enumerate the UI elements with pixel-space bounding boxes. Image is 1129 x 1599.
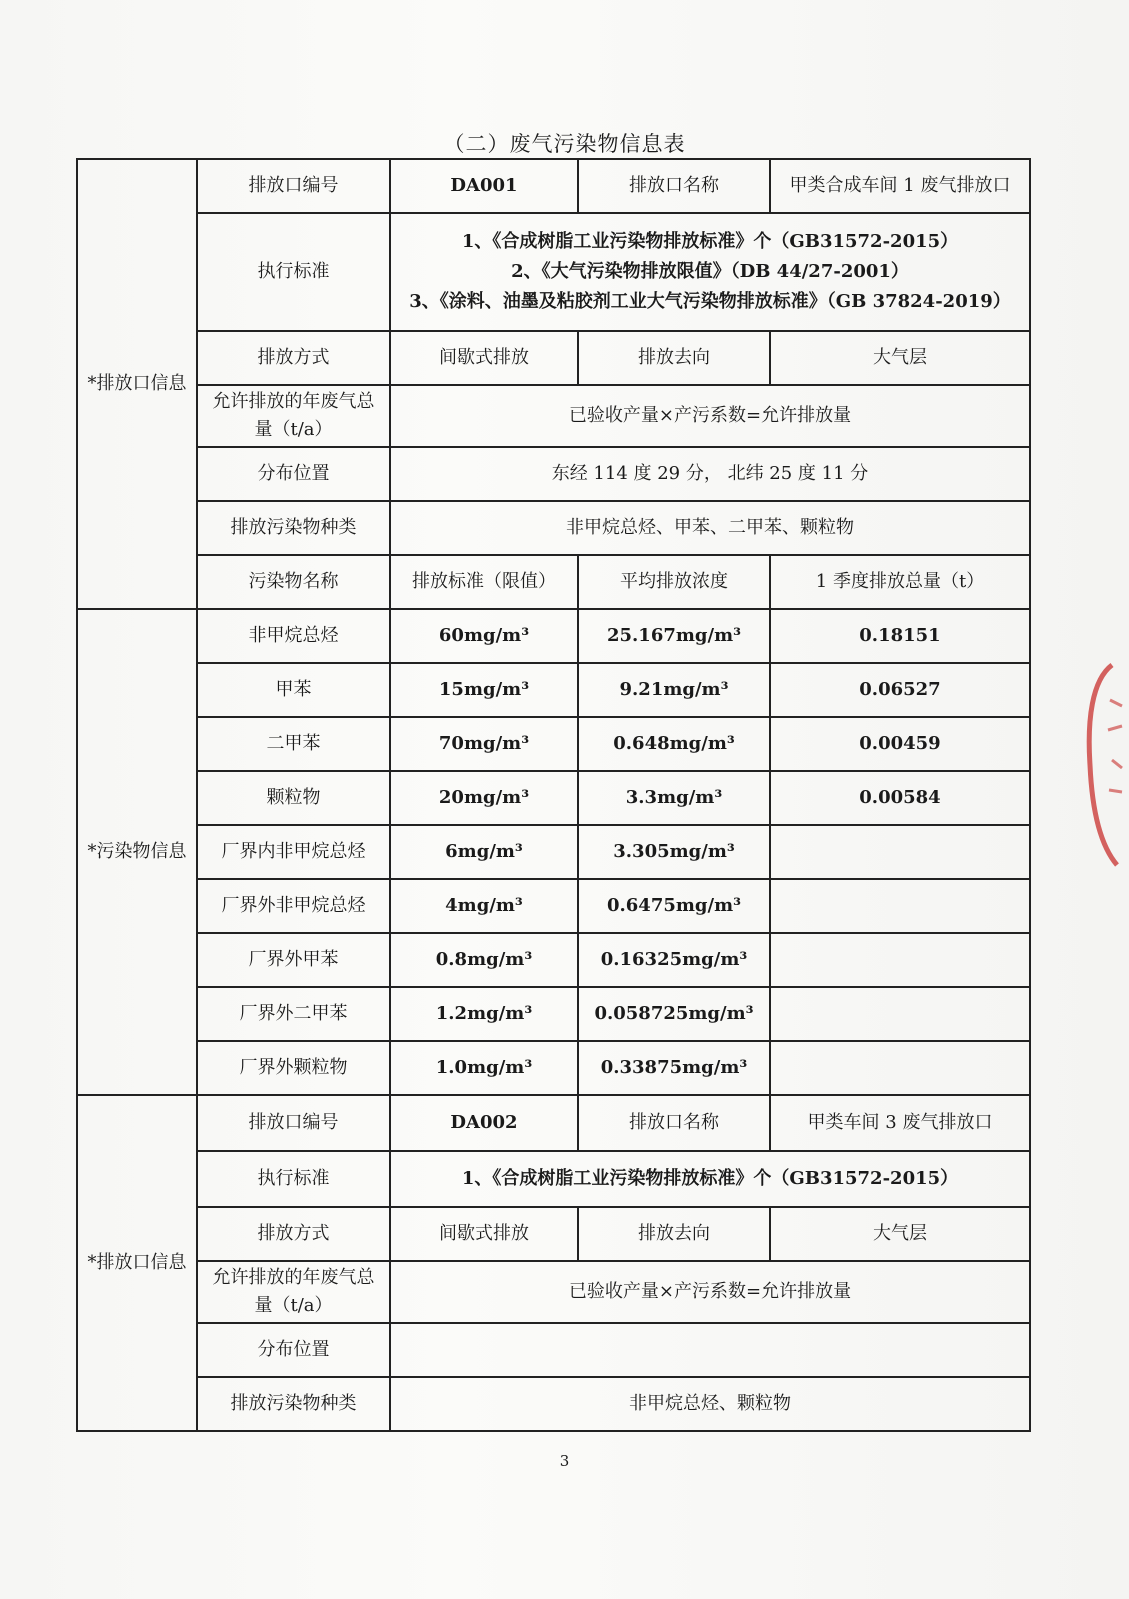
outlet-name-value: 甲类合成车间 1 废气排放口 — [770, 159, 1030, 213]
direction-label: 排放去向 — [578, 331, 770, 385]
table-row — [77, 663, 1030, 717]
table-row — [77, 213, 1030, 331]
table-row — [77, 987, 1030, 1041]
pollutant-name: 二甲苯 — [197, 717, 390, 771]
pollutant-name: 甲苯 — [197, 663, 390, 717]
pollutant-total: 0.00459 — [770, 717, 1030, 771]
pollutant-limit: 6mg/m³ — [390, 825, 578, 879]
standard-item: 1、《合成树脂工业污染物排放标准》个（GB31572-2015） — [390, 1151, 1030, 1207]
table-row — [77, 879, 1030, 933]
pollutant-types-value: 非甲烷总烃、甲苯、二甲苯、颗粒物 — [390, 501, 1030, 555]
column-header: 平均排放浓度 — [578, 555, 770, 609]
section-label-outlet1: *排放口信息 — [77, 159, 197, 609]
pollutant-average: 0.058725mg/m³ — [578, 987, 770, 1041]
pollutant-types-value: 非甲烷总烃、颗粒物 — [390, 1377, 1030, 1431]
direction-value: 大气层 — [770, 331, 1030, 385]
allowed-total-value: 已验收产量×产污系数=允许排放量 — [390, 1261, 1030, 1323]
pollutant-total: 0.06527 — [770, 663, 1030, 717]
table-row — [77, 1207, 1030, 1261]
table-row — [77, 933, 1030, 987]
location-value — [390, 1323, 1030, 1377]
page-number: 3 — [559, 1452, 570, 1470]
method-label: 排放方式 — [197, 331, 390, 385]
outlet-name-value: 甲类车间 3 废气排放口 — [770, 1095, 1030, 1151]
location-label: 分布位置 — [197, 447, 390, 501]
table-row — [77, 771, 1030, 825]
pollutant-name: 厂界外甲苯 — [197, 933, 390, 987]
table-row — [77, 1261, 1030, 1323]
section-label-outlet2: *排放口信息 — [77, 1095, 197, 1431]
standard-item: 2、《大气污染物排放限值》（DB 44/27-2001） — [511, 261, 909, 283]
table-row — [77, 1377, 1030, 1431]
table-row — [77, 501, 1030, 555]
direction-label: 排放去向 — [578, 1207, 770, 1261]
table-row — [77, 331, 1030, 385]
pollutant-average: 25.167mg/m³ — [578, 609, 770, 663]
column-header: 排放标准（限值） — [390, 555, 578, 609]
pollutant-limit: 0.8mg/m³ — [390, 933, 578, 987]
pollutant-limit: 60mg/m³ — [390, 609, 578, 663]
pollutant-limit: 15mg/m³ — [390, 663, 578, 717]
outlet-code-label: 排放口编号 — [197, 1095, 390, 1151]
location-label: 分布位置 — [197, 1323, 390, 1377]
standard-label: 执行标准 — [197, 1151, 390, 1207]
pollutant-types-label: 排放污染物种类 — [197, 501, 390, 555]
exhaust-pollutant-table — [76, 158, 1031, 1432]
pollutant-name: 厂界内非甲烷总烃 — [197, 825, 390, 879]
pollutant-total — [770, 1041, 1030, 1095]
pollutant-average: 9.21mg/m³ — [578, 663, 770, 717]
method-label: 排放方式 — [197, 1207, 390, 1261]
outlet-code-value: DA001 — [390, 159, 578, 213]
table-header-row — [77, 555, 1030, 609]
pollutant-limit: 4mg/m³ — [390, 879, 578, 933]
pollutant-average: 0.16325mg/m³ — [578, 933, 770, 987]
column-header: 污染物名称 — [197, 555, 390, 609]
table-row — [77, 1095, 1030, 1151]
section-label-pollutants: *污染物信息 — [77, 609, 197, 1095]
allowed-total-label: 允许排放的年废气总量（t/a） — [197, 385, 390, 447]
pollutant-average: 0.6475mg/m³ — [578, 879, 770, 933]
pollutant-name: 厂界外二甲苯 — [197, 987, 390, 1041]
outlet-code-value: DA002 — [390, 1095, 578, 1151]
pollutant-limit: 1.0mg/m³ — [390, 1041, 578, 1095]
pollutant-name: 厂界外颗粒物 — [197, 1041, 390, 1095]
table-row — [77, 609, 1030, 663]
pollutant-total — [770, 987, 1030, 1041]
column-header: 1 季度排放总量（t） — [770, 555, 1030, 609]
allowed-total-label: 允许排放的年废气总量（t/a） — [197, 1261, 390, 1323]
red-seal-stamp-edge — [1082, 660, 1129, 870]
pollutant-name: 非甲烷总烃 — [197, 609, 390, 663]
outlet-name-label: 排放口名称 — [578, 1095, 770, 1151]
pollutant-limit: 1.2mg/m³ — [390, 987, 578, 1041]
pollutant-average: 0.648mg/m³ — [578, 717, 770, 771]
direction-value: 大气层 — [770, 1207, 1030, 1261]
pollutant-total — [770, 879, 1030, 933]
pollutant-types-label: 排放污染物种类 — [197, 1377, 390, 1431]
pollutant-limit: 20mg/m³ — [390, 771, 578, 825]
table-row — [77, 717, 1030, 771]
table-row — [77, 1151, 1030, 1207]
pollutant-total — [770, 825, 1030, 879]
table-row — [77, 159, 1030, 213]
standard-item: 1、《合成树脂工业污染物排放标准》个（GB31572-2015） — [461, 231, 959, 253]
pollutant-average: 3.305mg/m³ — [578, 825, 770, 879]
page-title: （二）废气污染物信息表 — [443, 132, 686, 156]
pollutant-average: 3.3mg/m³ — [578, 771, 770, 825]
table-row — [77, 385, 1030, 447]
allowed-total-value: 已验收产量×产污系数=允许排放量 — [390, 385, 1030, 447]
standard-label: 执行标准 — [197, 213, 390, 331]
pollutant-name: 厂界外非甲烷总烃 — [197, 879, 390, 933]
pollutant-total: 0.18151 — [770, 609, 1030, 663]
table-row — [77, 825, 1030, 879]
pollutant-total — [770, 933, 1030, 987]
method-value: 间歇式排放 — [390, 1207, 578, 1261]
pollutant-limit: 70mg/m³ — [390, 717, 578, 771]
table-row — [77, 447, 1030, 501]
table-row — [77, 1323, 1030, 1377]
table-row — [77, 1041, 1030, 1095]
outlet-code-label: 排放口编号 — [197, 159, 390, 213]
pollutant-total: 0.00584 — [770, 771, 1030, 825]
pollutant-name: 颗粒物 — [197, 771, 390, 825]
pollutant-average: 0.33875mg/m³ — [578, 1041, 770, 1095]
outlet-name-label: 排放口名称 — [578, 159, 770, 213]
location-value: 东经 114 度 29 分， 北纬 25 度 11 分 — [390, 447, 1030, 501]
standard-list — [390, 213, 1030, 331]
method-value: 间歇式排放 — [390, 331, 578, 385]
standard-item: 3、《涂料、油墨及粘胶剂工业大气污染物排放标准》（GB 37824-2019） — [409, 290, 1011, 312]
